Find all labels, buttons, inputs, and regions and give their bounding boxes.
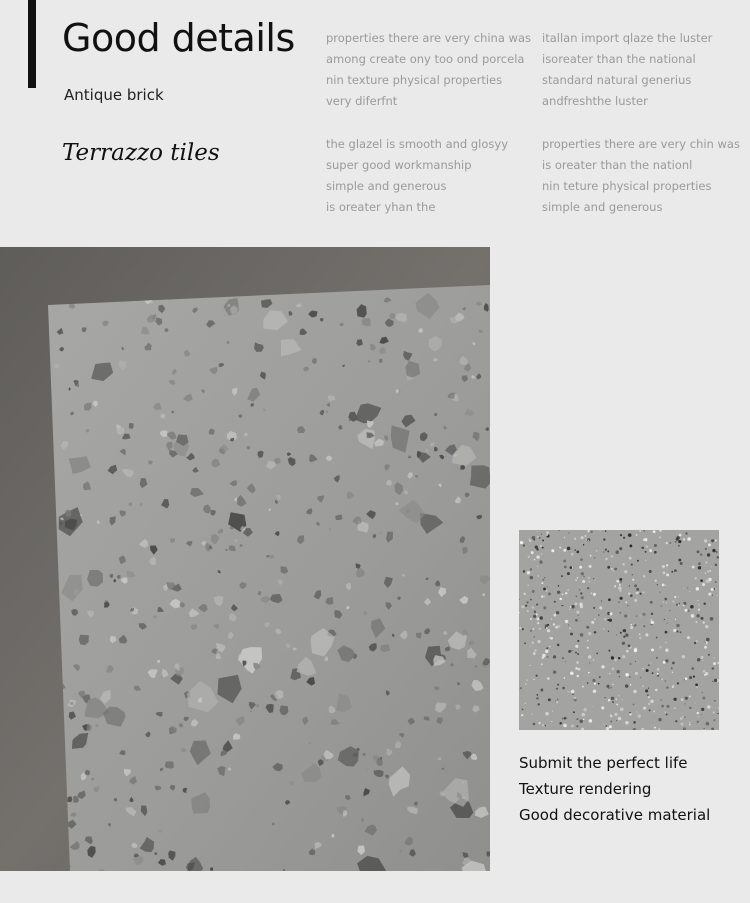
tile-swatch (519, 530, 719, 730)
paragraph-line: properties there are very chin was (542, 137, 740, 151)
description-paragraph (542, 134, 747, 218)
script-title: Terrazzo tiles (62, 140, 220, 166)
paragraph-line: standard natural generius (542, 73, 692, 87)
paragraph-line: is oreater yhan the (326, 200, 436, 214)
description-paragraph (542, 28, 747, 112)
feature-item: Texture rendering (519, 780, 652, 798)
paragraph-line: andfreshthe luster (542, 94, 648, 108)
terrazzo-tile-photo (0, 247, 490, 871)
subtitle: Antique brick (64, 86, 164, 104)
feature-item: Good decorative material (519, 806, 711, 824)
paragraph-line: among create ony too ond porcela (326, 52, 525, 66)
paragraph-line: the glazel is smooth and glosyy (326, 137, 509, 151)
paragraph-line: super good workmanship (326, 158, 472, 172)
paragraph-line: simple and generous (326, 179, 447, 193)
description-paragraph (326, 134, 531, 218)
paragraph-line: properties there are very china was (326, 31, 531, 45)
accent-bar (28, 0, 36, 88)
description-paragraph (326, 28, 531, 112)
paragraph-line: nin texture physical properties (326, 73, 503, 87)
paragraph-line: isoreater than the national (542, 52, 696, 66)
paragraph-line: very diferfnt (326, 94, 398, 108)
paragraph-line: nin teture physical properties (542, 179, 712, 193)
page-title: Good details (62, 16, 295, 60)
feature-item: Submit the perfect life (519, 754, 688, 772)
paragraph-line: is oreater than the nationl (542, 158, 693, 172)
paragraph-line: simple and generous (542, 200, 663, 214)
feature-list (519, 750, 710, 828)
paragraph-line: itallan import qlaze the luster (542, 31, 713, 45)
